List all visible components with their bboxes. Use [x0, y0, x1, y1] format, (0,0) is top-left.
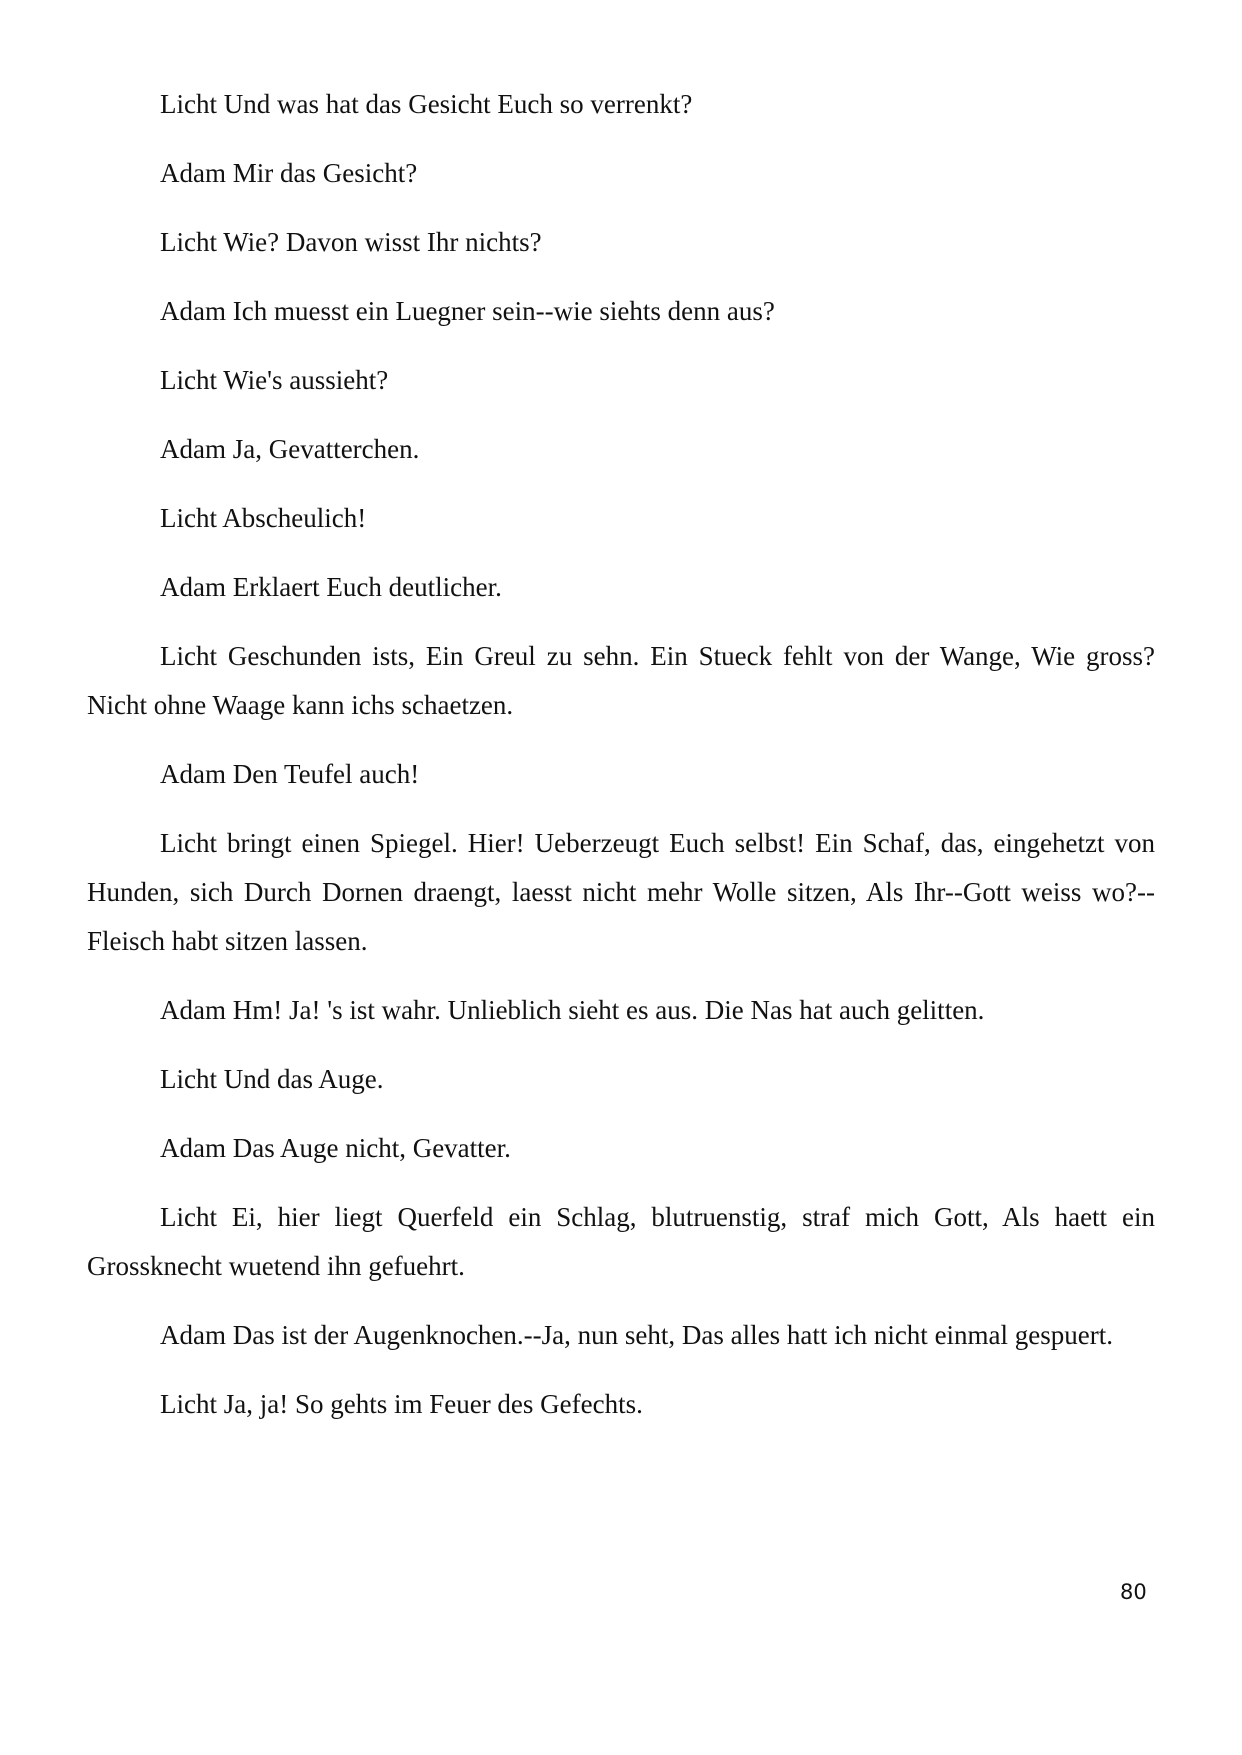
paragraph: Licht Geschunden ists, Ein Greul zu sehn. Ein Stueck fehlt von der Wange, Wie gross? Nicht ohne Waage kann ichs schaetzen. [87, 641, 1155, 720]
paragraph: Adam Mir das Gesicht? [160, 158, 418, 188]
paragraph: Licht Und was hat das Gesicht Euch so verrenkt? [160, 89, 693, 119]
paragraph: Adam Ja, Gevatterchen. [160, 434, 420, 464]
paragraph: Licht Und das Auge. [160, 1064, 384, 1094]
paragraph: Adam Ich muesst ein Luegner sein--wie siehts denn aus? [160, 296, 775, 326]
paragraph: Adam Hm! Ja! 's ist wahr. Unlieblich sieht es aus. Die Nas hat auch gelitten. [160, 995, 985, 1025]
paragraph: Adam Erklaert Euch deutlicher. [160, 572, 502, 602]
document-body [87, 80, 1155, 1449]
paragraph: Licht Wie? Davon wisst Ihr nichts? [160, 227, 542, 257]
paragraph: Adam Das ist der Augenknochen.--Ja, nun seht, Das alles hatt ich nicht einmal gespuert. [160, 1320, 1114, 1350]
paragraph: Adam Das Auge nicht, Gevatter. [160, 1133, 511, 1163]
paragraph: Licht Ja, ja! So gehts im Feuer des Gefechts. [160, 1389, 643, 1419]
paragraph: Adam Den Teufel auch! [160, 759, 420, 789]
paragraph: Licht Abscheulich! [160, 503, 367, 533]
paragraph: Licht Wie's aussieht? [160, 365, 389, 395]
paragraph: Licht Ei, hier liegt Querfeld ein Schlag, blutruenstig, straf mich Gott, Als haett ein Grossknecht wuetend ihn gefuehrt. [87, 1202, 1155, 1281]
page-number: 80 [1120, 1580, 1147, 1604]
paragraph: Licht bringt einen Spiegel. Hier! Ueberzeugt Euch selbst! Ein Schaf, das, eingehetzt von Hunden, sich Durch Dornen draengt, laesst nicht mehr Wolle sitzen, Als Ihr--Gott weiss wo?--Fleisch habt sitzen lassen. [87, 828, 1155, 956]
